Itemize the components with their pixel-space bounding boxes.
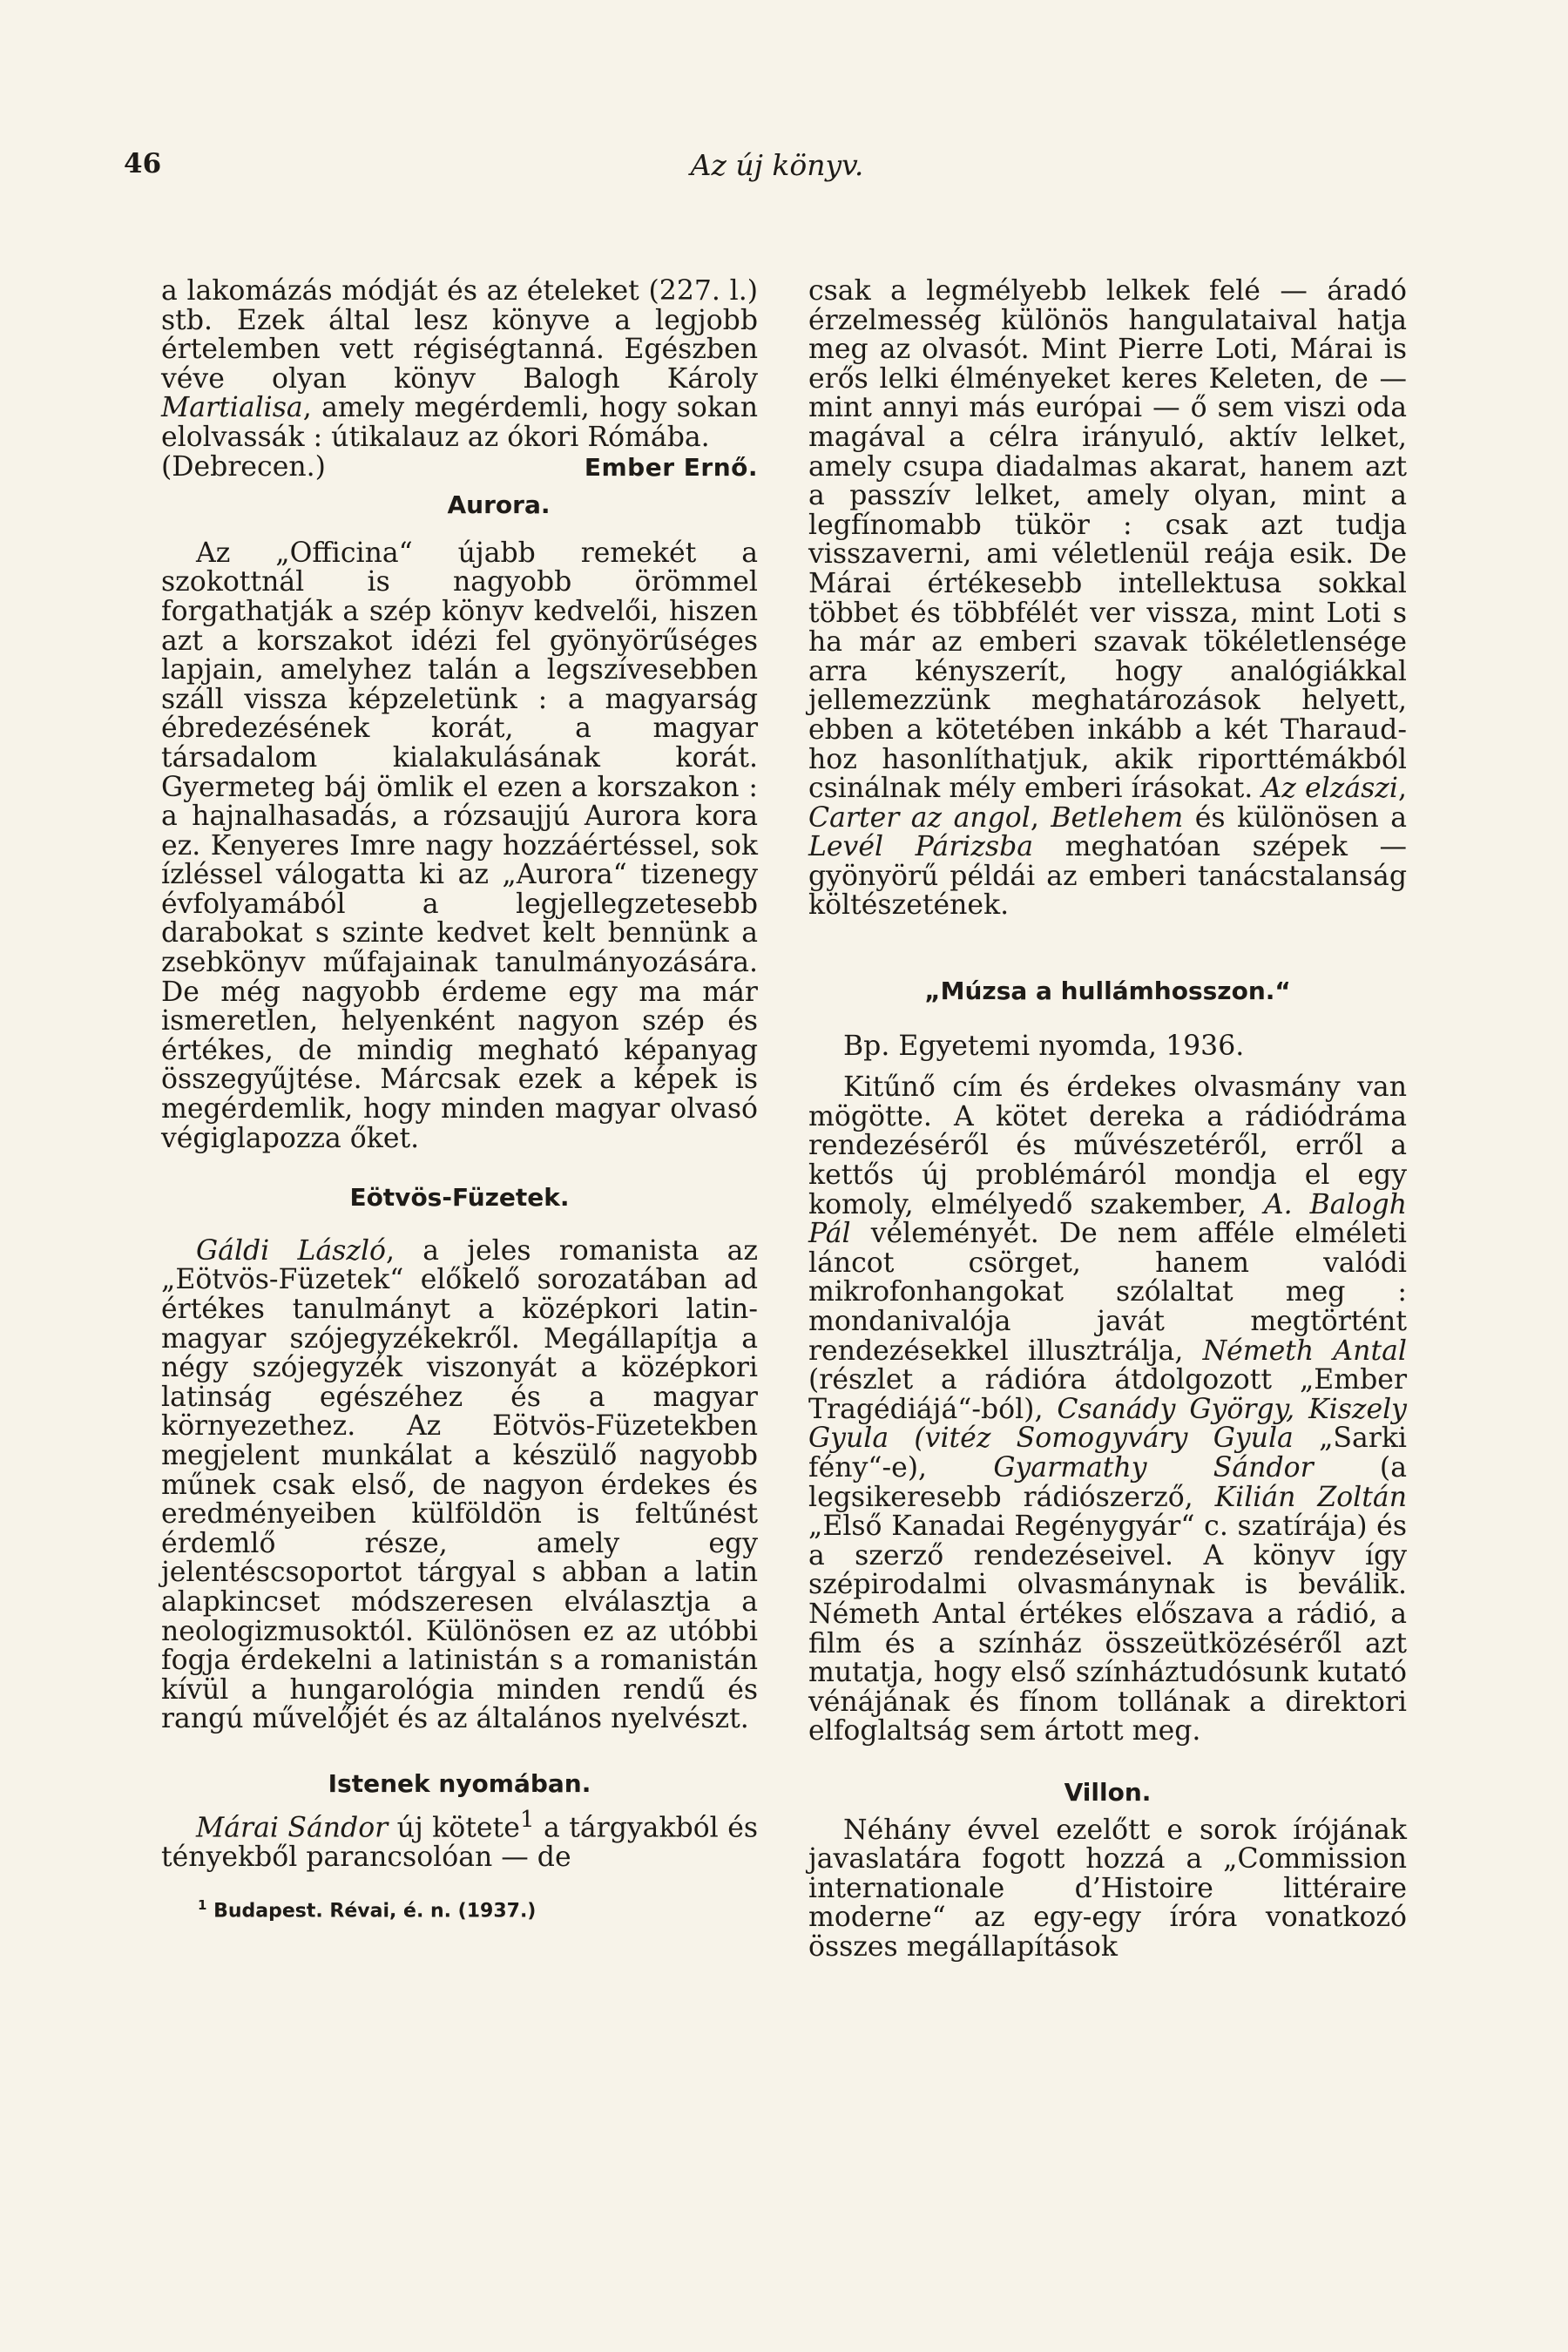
- journal-title: Az új könyv.: [690, 148, 864, 182]
- text-run: ,: [1397, 773, 1407, 805]
- text-run: (részlet a rádióra átdolgozott „Ember Tragédiájá“-ból),: [808, 1364, 1407, 1425]
- istenek-paragraph: [161, 1806, 758, 1873]
- section-title-aurora: Aurora.: [447, 490, 551, 520]
- running-head: [124, 148, 1430, 192]
- section-title-muzsa: „Múzsa a hullámhosszon.“: [924, 977, 1291, 1006]
- text-run: meghatóan szépek — gyönyörű példái az emberi tanácstalanság költészetének.: [808, 831, 1407, 922]
- text-run: a tárgyakból és tényekből parancsolóan — de: [161, 1812, 759, 1873]
- review-signature: [161, 450, 758, 483]
- italic-run: Az elzászi: [1261, 773, 1398, 805]
- italic-run: Németh Antal: [1202, 1335, 1407, 1367]
- section-title-istenek: Istenek nyomában.: [328, 1768, 591, 1798]
- text-run: (a legsikeresebb rádiószerző,: [808, 1451, 1407, 1513]
- signature-place: (Debrecen.): [161, 450, 326, 483]
- italic-run: Carter az angol: [808, 801, 1031, 834]
- italic-run: Kilián Zoltán: [1214, 1481, 1407, 1513]
- text-run: ,: [1030, 801, 1051, 834]
- muzsa-paragraph: [808, 1073, 1407, 1747]
- section-title-eotvos: Eötvös-Füzetek.: [349, 1183, 570, 1213]
- publication-info: Bp. Egyetemi nyomda, 1936.: [843, 1030, 1245, 1062]
- aurora-paragraph: Az „Officina“ újabb remekét a szokottnál is nagyobb örömmel forgathatják a szép könyv kedvelői, hiszen azt a korszakot idézi fel gyönyörűséges lapjain, amelyhez talán a legszívesebben száll vissza képzeletünk : a magyarság ébredezésének korát, a magyar társadalom kialakulásának korát. Gyermeteg báj ömlik el ezen a korszakon : a hajnalhasadás, a rózsaujjú Aurora kora ez. Kenyeres Imre nagy hozzáértéssel, sok ízléssel válogatta ki az „Aurora“ tizenegy évfolyamából a legjellegzetesebb darabokat s szinte kedvet kelt bennünk a zsebkönyv műfajainak tanulmányozására. De még nagyobb érdeme egy ma már ismeretlen, helyenként nagyon szép és értékes, de mindig megható képanyag összegyűjtése. Márcsak ezek a képek is megérdemlik, hogy minden magyar olvasó végiglapozza őket.: [161, 537, 758, 1154]
- italic-run: Betlehem: [1051, 801, 1184, 834]
- page-number: 46: [124, 148, 162, 179]
- italic-run: A. Balogh Pál: [808, 1188, 1407, 1250]
- footnote: [161, 1893, 758, 1923]
- right-column: [808, 277, 1407, 1962]
- footnote-text: Budapest. Révai, é. n. (1937.): [213, 1900, 537, 1923]
- section-title-villon: Villon.: [1064, 1777, 1152, 1807]
- text-run: csak a legmélyebb lelkek felé — áradó érzelmesség különös hangulataival hatja meg az olvasót. Mint Pierre Loti, Márai is erős lelki élményeket keres Keleten, de — mint annyi más európai — ő sem viszi oda magával a célra irányuló, aktív lelket, amely csupa diadalmas akarat, hanem azt a passzív lelket, amely olyan, mint a legfínomabb tükör : csak azt tudja visszaverni, ami véletlenül reája esik. De Márai értékesebb intellektusa sokkal többet és többfélét ver vissza, mint Loti s ha már az emberi szavak tökéletlensége arra kényszerít, hogy analógiákkal jellemezzünk meghatározások helyett, ebben a kötetében inkább a két Tharaud-hoz hasonlíthatjuk, akik riporttémákból csinálnak mély emberi írásokat.: [808, 275, 1407, 805]
- text-run: „Első Kanadai Regénygyár“ c. szatírája) és a szerző rendezéseivel. A könyv így szépirodalmi olvasmánynak is beválik. Németh Antal értékes előszava a rádió, a film és a színház összeütközéséről azt mutatja, hogy első színháztudósunk kutató vénájának és fínom tollának a direktori elfoglaltság sem ártott meg.: [808, 1511, 1407, 1747]
- italic-run: Gyarmathy Sándor: [993, 1451, 1314, 1484]
- text-run: a lakomázás módját és az ételeket (227. l.) stb. Ezek által lesz könyve a legjobb értelemben vett régiségtanná. Egészben véve olyan könyv Balogh Károly: [161, 275, 758, 395]
- villon-paragraph: Néhány évvel ezelőtt e sorok írójának javaslatára fogott hozzá a „Commission internationale d’Histoire littéraire moderne“ az egy-egy íróra vonatkozó összes megállapítások: [808, 1814, 1407, 1963]
- text-run: és különösen a: [1183, 801, 1407, 834]
- italic-run: Csanády György, Kiszely Gyula (vitéz Somogyváry Gyula: [808, 1393, 1407, 1455]
- text-run: „Sarki fény“-e),: [808, 1423, 1407, 1484]
- text-run: , amely megérdemli, hogy sokan elolvassák : útikalauz az ókori Rómába.: [161, 392, 758, 453]
- left-column: [161, 277, 758, 1924]
- continuation-paragraph: [808, 277, 1407, 921]
- italic-run: Gáldi László: [196, 1234, 386, 1267]
- text-run: Kitűnő cím és érdekes olvasmány van mögötte. A kötet dereka a rádiódráma rendezéséről és művészetéről, erről a kettős új problémáról mondja el egy komoly, elmélyedő szakember,: [808, 1071, 1407, 1220]
- opening-paragraph: [161, 277, 758, 453]
- signature-author: Ember Ernő.: [584, 452, 758, 482]
- footnote-mark: 1: [198, 1897, 207, 1914]
- text-run: új kötete: [388, 1812, 520, 1843]
- text-run: véleményét. De nem afféle elméleti láncot csörget, hanem valódi mikrofonhangokat szólaltat meg : mondanivalója javát megtörtént rendezésekkel illusztrálja,: [808, 1218, 1407, 1367]
- eotvos-paragraph: [161, 1234, 758, 1735]
- italic-run: Martialisa: [161, 392, 303, 424]
- italic-run: Levél Párizsba: [808, 831, 1034, 863]
- footnote-ref: 1: [519, 1806, 535, 1833]
- text-run: , a jeles romanista az „Eötvös-Füzetek“ előkelő sorozatában ad értékes tanulmányt a középkori latin-magyar szójegyzékekről. Megállapítja a négy szójegyzék viszonyát a középkori latinság egészéhez és a magyar környezethez. Az Eötvös-Füzetekben megjelent munkálat a készülő nagyobb műnek csak első, de nagyon érdekes és eredményeiben külföldön is feltűnést érdemlő része, amely egy jelentéscsoportot tárgyal s abban a latin alapkincset módszeresen elválasztja a neologizmusoktól. Különösen ez az utóbbi fogja érdekelni a latinistán s a romanistán kívül a hungarológia minden rendű és rangú művelőjét és az általános nyelvészt.: [161, 1234, 758, 1735]
- italic-run: Márai Sándor: [196, 1812, 389, 1843]
